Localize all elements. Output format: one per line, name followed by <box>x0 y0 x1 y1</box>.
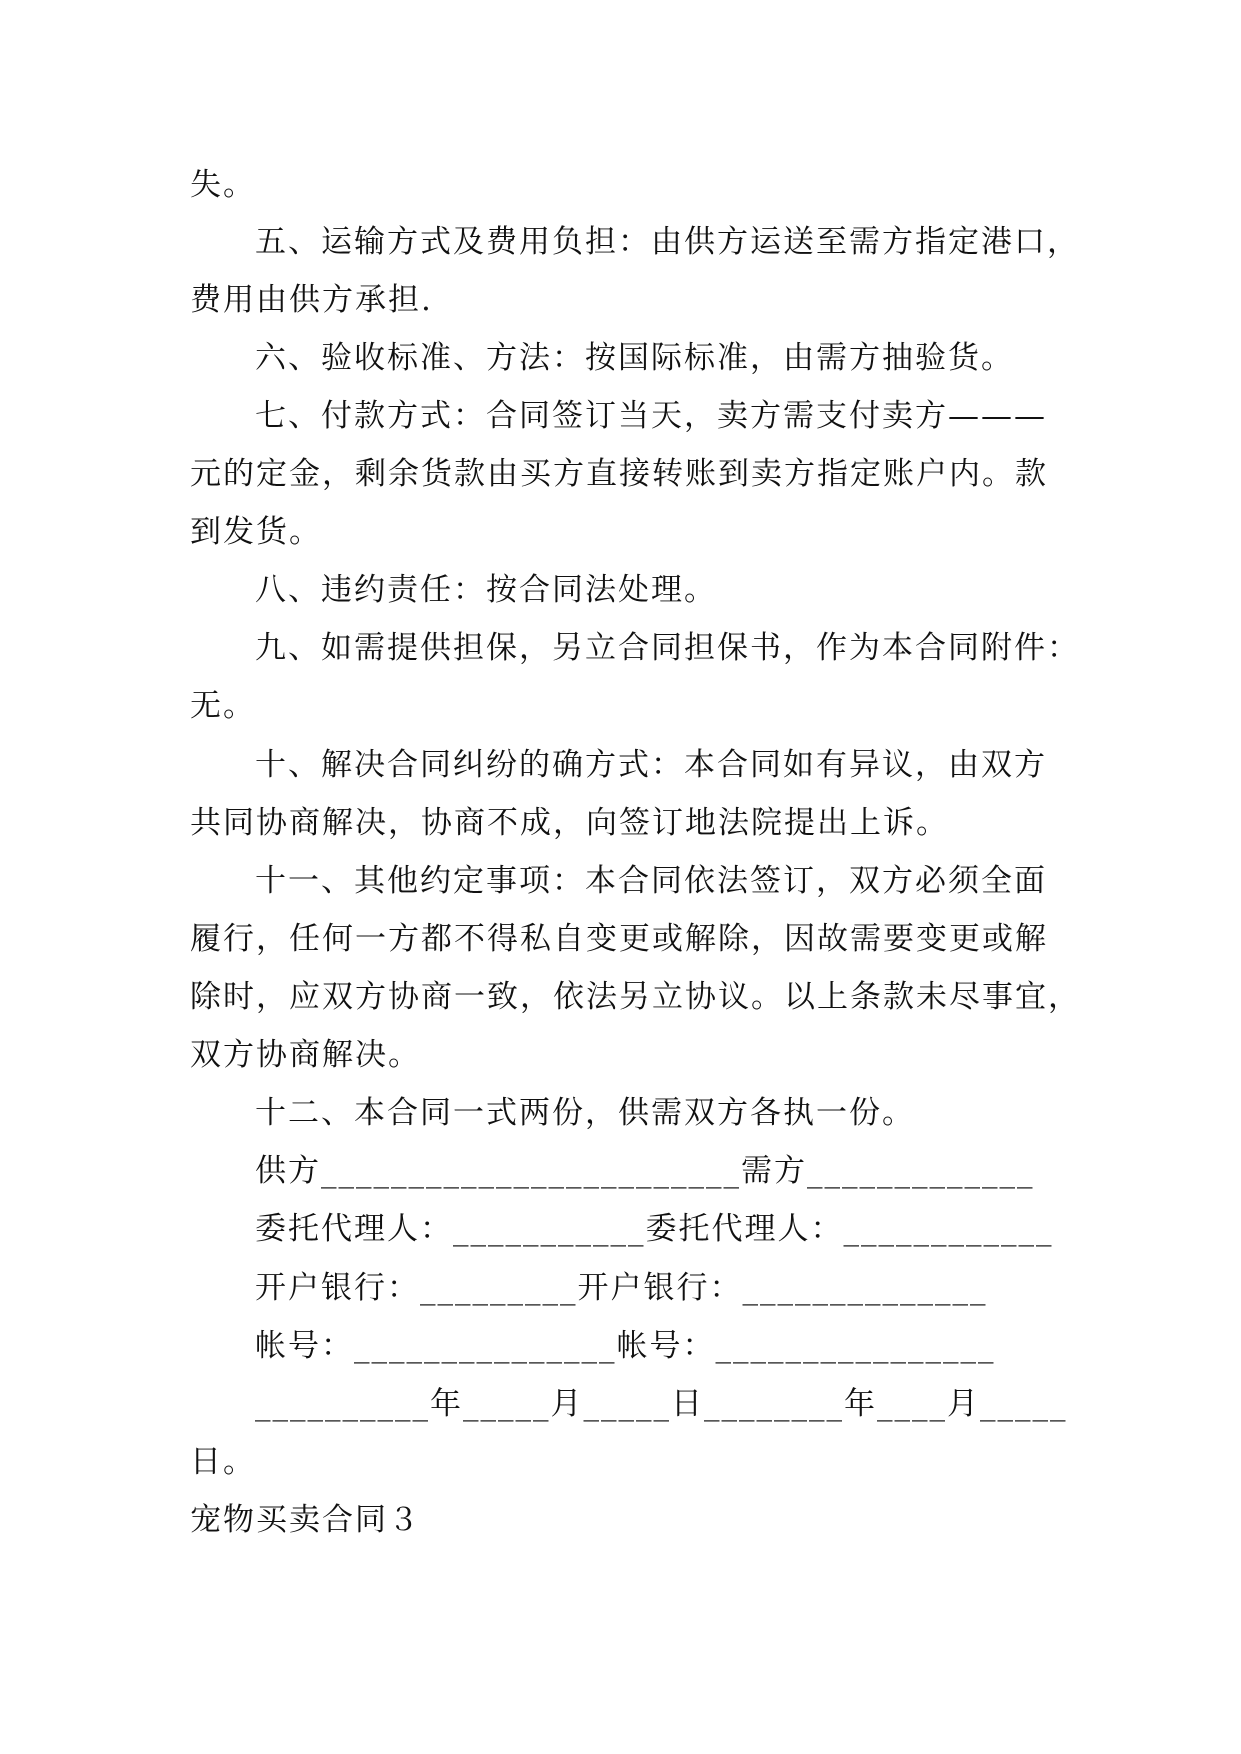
clause-8-line: 八、违约责任：按合同法处理。 <box>255 572 717 608</box>
section-heading: 宠物买卖合同３ <box>190 1502 421 1538</box>
clause-10-line: 十、解决合同纠纷的确方式：本合同如有异议，由双方 <box>255 747 1047 783</box>
clause-9-line: 九、如需提供担保，另立合同担保书，作为本合同附件： <box>255 630 1080 666</box>
text-line: 双方协商解决。 <box>190 1037 421 1073</box>
signature-bank-line: 开户银行：_________开户银行：______________ <box>255 1270 988 1306</box>
clause-11-line: 十一、其他约定事项：本合同依法签订，双方必须全面 <box>255 863 1047 899</box>
text-line: 履行，任何一方都不得私自变更或解除，因故需要变更或解 <box>190 921 1048 957</box>
clause-6-line: 六、验收标准、方法：按国际标准，由需方抽验货。 <box>255 340 1014 376</box>
text-line: 无。 <box>190 688 256 724</box>
signature-party-line: 供方________________________需方_____________ <box>255 1153 1035 1189</box>
text-line: 日。 <box>190 1444 256 1480</box>
clause-5-line: 五、运输方式及费用负担：由供方运送至需方指定港口， <box>255 224 1080 260</box>
text-line: 除时，应双方协商一致，依法另立协议。以上条款未尽事宜， <box>190 979 1081 1015</box>
signature-agent-line: 委托代理人：___________委托代理人：____________ <box>255 1211 1054 1247</box>
text-line: 元的定金，剩余货款由买方直接转账到卖方指定账户内。款 <box>190 456 1048 492</box>
text-line: 到发货。 <box>190 514 322 550</box>
signature-account-line: 帐号：_______________帐号：________________ <box>255 1328 996 1364</box>
text-line: 共同协商解决，协商不成，向签订地法院提出上诉。 <box>190 805 949 841</box>
clause-12-line: 十二、本合同一式两份，供需双方各执一份。 <box>255 1095 915 1131</box>
text-line: 费用由供方承担. <box>190 282 433 318</box>
clause-7-line: 七、付款方式：合同签订当天，卖方需支付卖方——— <box>255 398 1047 434</box>
signature-date-line: __________年_____月_____日________年____月_____ <box>255 1386 1068 1422</box>
text-line: 失。 <box>190 167 256 203</box>
